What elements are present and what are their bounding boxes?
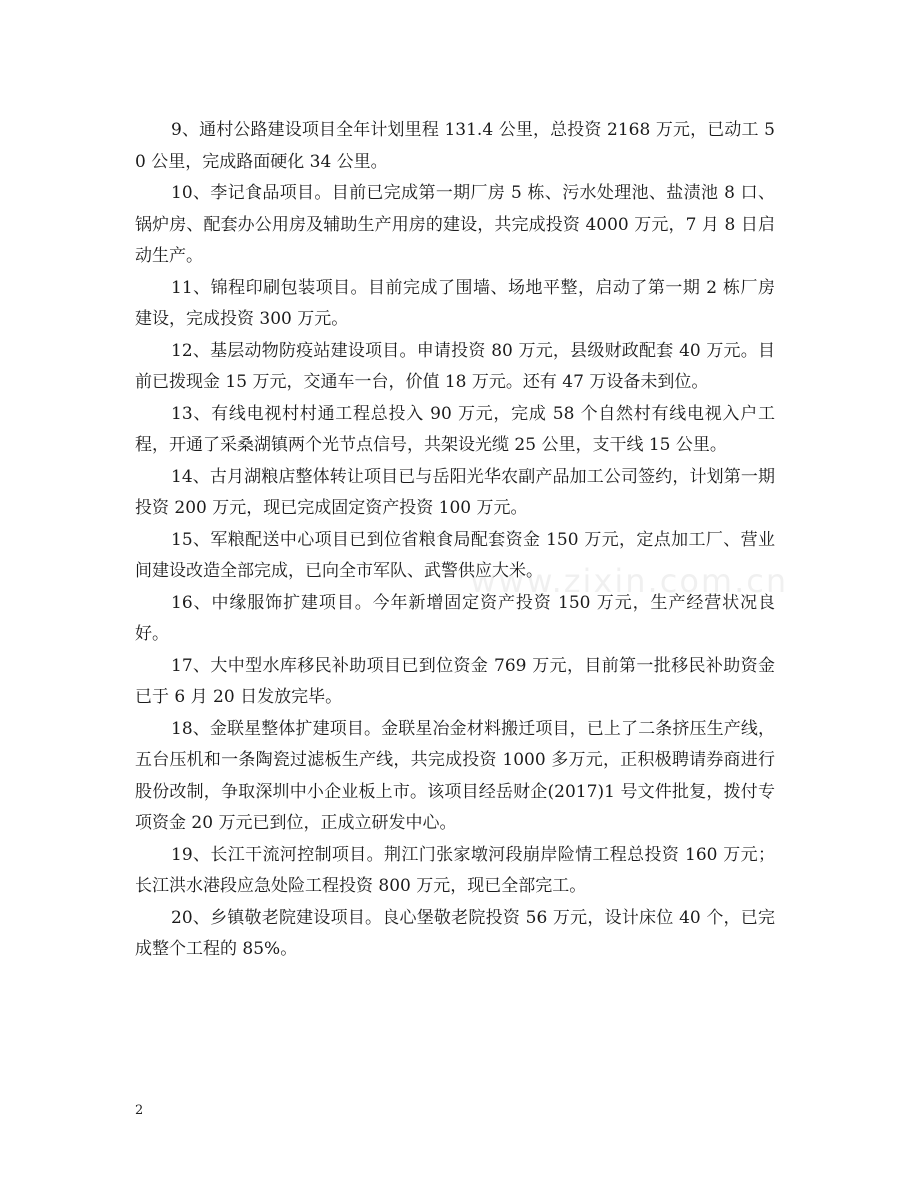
paragraph-item-18: 18、金联星整体扩建项目。金联星冶金材料搬迁项目，已上了二条挤压生产线，五台压机和一条陶瓷过滤板生产线，共完成投资 1000 多万元，正积极聘请券商进行股份改制，争取深圳中小企业板上市。该项目经岳财企(2017)1 号文件批复，拨付专项资金 20 万元已到位，正成立研发中心。 — [135, 718, 775, 833]
paragraph-item-9: 9、通村公路建设项目全年计划里程 131.4 公里，总投资 2168 万元，已动工 50 公里，完成路面硬化 34 公里。 — [135, 120, 775, 172]
paragraph-item-12: 12、基层动物防疫站建设项目。申请投资 80 万元，县级财政配套 40 万元。目前已拨现金 15 万元，交通车一台，价值 18 万元。还有 47 万设备未到位。 — [135, 340, 775, 392]
paragraph-item-15: 15、军粮配送中心项目已到位省粮食局配套资金 150 万元，定点加工厂、营业间建设改造全部完成，已向全市军队、武警供应大米。 — [135, 529, 775, 581]
paragraph-item-10: 10、李记食品项目。目前已完成第一期厂房 5 栋、污水处理池、盐渍池 8 口、锅炉房、配套办公用房及辅助生产用房的建设，共完成投资 4000 万元，7 月 8 日启动生产。 — [135, 183, 775, 266]
paragraph-item-20: 20、乡镇敬老院建设项目。良心堡敬老院投资 56 万元，设计床位 40 个，已完成整个工程的 85%。 — [135, 907, 775, 959]
document-body — [135, 115, 775, 966]
paragraph-item-16: 16、中缘服饰扩建项目。今年新增固定资产投资 150 万元，生产经营状况良好。 — [135, 592, 775, 644]
paragraph-item-19: 19、长江干流河控制项目。荆江门张家墩河段崩岸险情工程总投资 160 万元；长江洪水港段应急处险工程投资 800 万元，现已全部完工。 — [135, 844, 775, 896]
paragraph-item-14: 14、古月湖粮店整体转让项目已与岳阳光华农副产品加工公司签约，计划第一期投资 200 万元，现已完成固定资产投资 100 万元。 — [135, 466, 775, 518]
page-number: 2 — [135, 1103, 144, 1118]
paragraph-item-17: 17、大中型水库移民补助项目已到位资金 769 万元，目前第一批移民补助资金已于 6 月 20 日发放完毕。 — [135, 655, 775, 707]
watermark: www.zixin.com.cn — [470, 562, 789, 600]
paragraph-item-13: 13、有线电视村村通工程总投入 90 万元，完成 58 个自然村有线电视入户工程，开通了采桑湖镇两个光节点信号，共架设光缆 25 公里，支干线 15 公里。 — [135, 403, 775, 455]
paragraph-item-11: 11、锦程印刷包装项目。目前完成了围墙、场地平整，启动了第一期 2 栋厂房建设，完成投资 300 万元。 — [135, 277, 775, 329]
